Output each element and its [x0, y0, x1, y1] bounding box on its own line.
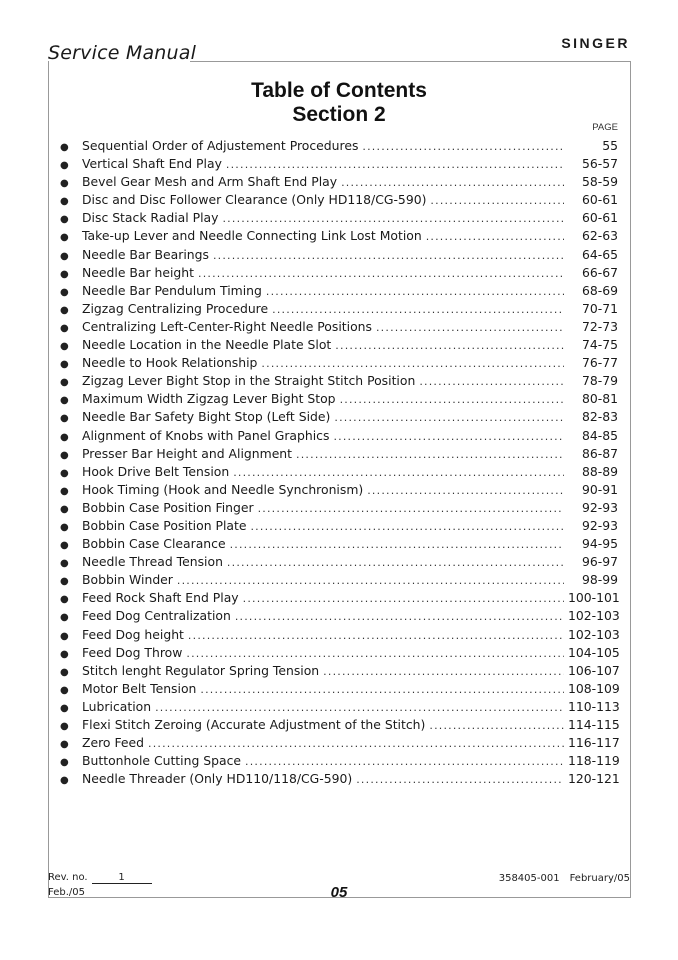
- toc-entry-label: Alignment of Knobs with Panel Graphics: [82, 427, 330, 443]
- toc-entry-pages: 94-95: [581, 536, 618, 552]
- toc-entry[interactable]: [60, 626, 618, 644]
- toc-entry[interactable]: [60, 571, 618, 589]
- dot-leader: [230, 536, 564, 554]
- toc-entry-pages: 86-87: [581, 445, 618, 461]
- dot-leader: [235, 608, 564, 626]
- toc-entry-pages: 110-113: [568, 698, 620, 714]
- revision-label: Rev. no.: [48, 872, 88, 883]
- dot-leader: [213, 247, 564, 265]
- toc-entry[interactable]: [60, 644, 618, 662]
- bullet-icon: ●: [60, 521, 69, 533]
- toc-entry-pages: 92-93: [581, 517, 618, 533]
- toc-entry-label: Disc and Disc Follower Clearance (Only HD118/CG-590): [82, 192, 427, 208]
- toc-entry-label: Bobbin Case Position Plate: [82, 517, 247, 533]
- dot-leader: [200, 681, 564, 699]
- toc-entry-label: Take-up Lever and Needle Connecting Link Lost Motion: [82, 228, 422, 244]
- toc-entry[interactable]: [60, 607, 618, 625]
- toc-entry-label: Zigzag Lever Bight Stop in the Straight Stitch Position: [82, 373, 416, 389]
- toc-entry[interactable]: [60, 227, 618, 245]
- toc-entry-pages: 80-81: [581, 391, 618, 407]
- toc-entry-pages: 114-115: [568, 717, 620, 732]
- dot-leader: [177, 572, 564, 590]
- toc-entry[interactable]: [60, 390, 618, 408]
- toc-heading: Table of Contents: [251, 79, 427, 102]
- toc-entry-pages: 96-97: [581, 554, 618, 570]
- bullet-icon: ●: [60, 684, 69, 696]
- toc-entry[interactable]: [60, 662, 618, 680]
- toc-entry-label: Hook Drive Belt Tension: [82, 463, 230, 479]
- toc-entry-label: Needle Bar height: [82, 264, 195, 280]
- toc-entry[interactable]: [60, 300, 618, 318]
- dot-leader: [198, 265, 564, 283]
- toc-list: [60, 137, 618, 788]
- document-date: February/05: [569, 873, 630, 884]
- toc-entry-label: Needle Bar Safety Bight Stop (Left Side): [82, 409, 331, 425]
- toc-entry-label: Needle Bar Pendulum Timing: [82, 282, 262, 298]
- toc-entry-label: Needle Bar Bearings: [82, 246, 209, 262]
- bullet-icon: ●: [60, 160, 69, 172]
- dot-leader: [356, 771, 564, 789]
- toc-entry[interactable]: [60, 535, 618, 553]
- bullet-icon: ●: [60, 594, 69, 606]
- toc-section-heading: Section 2: [292, 103, 386, 126]
- revision-number: 1: [92, 872, 152, 884]
- toc-entry-label: Bobbin Case Clearance: [82, 536, 226, 552]
- toc-entry-pages: 66-67: [581, 264, 618, 280]
- toc-entry-pages: 76-77: [581, 355, 618, 371]
- dot-leader: [186, 645, 564, 663]
- toc-entry[interactable]: [60, 155, 618, 173]
- toc-entry-pages: 90-91: [581, 481, 618, 497]
- brand-logo: SINGER: [561, 35, 630, 51]
- toc-entry-label: Feed Dog Throw: [82, 644, 183, 660]
- toc-entry-pages: 70-71: [581, 300, 618, 316]
- bullet-icon: ●: [60, 431, 69, 443]
- toc-entry-label: Vertical Shaft End Play: [82, 156, 222, 172]
- toc-entry-label: Bobbin Winder: [82, 572, 173, 588]
- toc-entry-pages: 78-79: [581, 373, 618, 389]
- dot-leader: [334, 409, 564, 427]
- dot-leader: [341, 174, 564, 192]
- toc-entry-pages: 118-119: [568, 753, 620, 769]
- toc-entry-label: Maximum Width Zigzag Lever Bight Stop: [82, 391, 336, 407]
- dot-leader: [419, 373, 564, 391]
- dot-leader: [226, 156, 564, 174]
- toc-entry[interactable]: [60, 137, 618, 155]
- toc-entry-pages: 102-103: [568, 608, 620, 624]
- toc-entry[interactable]: [60, 354, 618, 372]
- dot-leader: [333, 428, 564, 446]
- dot-leader: [233, 464, 564, 482]
- toc-entry-label: Needle Thread Tension: [82, 554, 223, 570]
- toc-entry[interactable]: [60, 463, 618, 481]
- bullet-icon: ●: [60, 540, 69, 552]
- bullet-icon: ●: [60, 449, 69, 461]
- toc-entry-pages: 106-107: [568, 662, 620, 678]
- bullet-icon: ●: [60, 322, 69, 334]
- toc-entry-label: Flexi Stitch Zeroing (Accurate Adjustment of the Stitch): [82, 717, 426, 732]
- toc-entry-label: Presser Bar Height and Alignment: [82, 445, 293, 461]
- toc-entry-pages: 60-61: [581, 210, 618, 226]
- toc-entry[interactable]: [60, 336, 618, 354]
- toc-entry-label: Disc Stack Radial Play: [82, 210, 219, 226]
- toc-entry[interactable]: [60, 716, 618, 734]
- toc-entry-pages: 68-69: [581, 282, 618, 298]
- toc-entry[interactable]: [60, 734, 618, 752]
- document-title: Service Manual: [48, 42, 197, 64]
- toc-entry-pages: 116-117: [568, 735, 620, 751]
- dot-leader: [258, 500, 564, 518]
- toc-entry-label: Motor Belt Tension: [82, 680, 197, 696]
- toc-entry-label: Lubrication: [82, 698, 152, 714]
- dot-leader: [250, 518, 564, 536]
- dot-leader: [155, 699, 564, 717]
- dot-leader: [243, 590, 564, 608]
- dot-leader: [362, 138, 564, 156]
- toc-entry-pages: 100-101: [568, 590, 620, 606]
- toc-entry[interactable]: [60, 191, 618, 209]
- toc-entry[interactable]: [60, 680, 618, 698]
- bullet-icon: ●: [60, 503, 69, 515]
- toc-entry[interactable]: [60, 318, 618, 336]
- bullet-icon: ●: [60, 250, 69, 262]
- toc-entry[interactable]: [60, 372, 618, 390]
- dot-leader: [222, 210, 564, 228]
- toc-entry-label: Needle Threader (Only HD110/118/CG-590): [82, 771, 353, 787]
- toc-entry-label: Stitch lenght Regulator Spring Tension: [82, 662, 320, 678]
- dot-leader: [426, 228, 564, 246]
- toc-entry[interactable]: [60, 698, 618, 716]
- toc-entry-pages: 62-63: [581, 228, 618, 244]
- toc-entry-label: Zigzag Centralizing Procedure: [82, 300, 269, 316]
- bullet-icon: ●: [60, 359, 69, 371]
- page-column-label: PAGE: [592, 122, 618, 133]
- toc-entry-label: Sequential Order of Adjustement Procedures: [82, 138, 359, 153]
- bullet-icon: ●: [60, 377, 69, 389]
- toc-entry-label: Buttonhole Cutting Space: [82, 753, 242, 769]
- toc-entry-pages: 56-57: [581, 156, 618, 172]
- toc-entry[interactable]: [60, 499, 618, 517]
- dot-leader: [148, 735, 564, 753]
- document-reference: [489, 873, 630, 884]
- toc-entry-pages: 74-75: [581, 337, 618, 353]
- revision-date: Feb./05: [48, 887, 85, 898]
- toc-entry[interactable]: [60, 517, 618, 535]
- bullet-icon: ●: [60, 142, 69, 153]
- toc-entry-label: Bevel Gear Mesh and Arm Shaft End Play: [82, 174, 338, 190]
- dot-leader: [430, 192, 564, 210]
- dot-leader: [227, 554, 564, 572]
- dot-leader: [261, 355, 564, 373]
- toc-entry-label: Centralizing Left-Center-Right Needle Positions: [82, 318, 372, 334]
- revision-info: [48, 872, 152, 884]
- toc-entry-pages: 104-105: [568, 644, 620, 660]
- bullet-icon: ●: [60, 558, 69, 570]
- bullet-icon: ●: [60, 721, 69, 732]
- bullet-icon: ●: [60, 178, 69, 190]
- bullet-icon: ●: [60, 739, 69, 751]
- bullet-icon: ●: [60, 232, 69, 244]
- toc-entry[interactable]: [60, 752, 618, 770]
- toc-entry-pages: 82-83: [581, 409, 618, 425]
- dot-leader: [429, 717, 564, 735]
- dot-leader: [188, 627, 564, 645]
- toc-entry-pages: 92-93: [581, 499, 618, 515]
- toc-entry-label: Bobbin Case Position Finger: [82, 499, 254, 515]
- toc-entry-label: Feed Rock Shaft End Play: [82, 590, 239, 606]
- toc-entry-label: Feed Dog height: [82, 626, 184, 642]
- toc-entry[interactable]: [60, 246, 618, 264]
- toc-entry-pages: 120-121: [568, 771, 620, 787]
- bullet-icon: ●: [60, 304, 69, 316]
- toc-entry-label: Needle Location in the Needle Plate Slot: [82, 337, 332, 353]
- toc-entry-pages: 88-89: [581, 463, 618, 479]
- dot-leader: [335, 337, 564, 355]
- toc-entry[interactable]: [60, 209, 618, 227]
- toc-entry-pages: 64-65: [581, 246, 618, 262]
- toc-entry[interactable]: [60, 282, 618, 300]
- toc-entry-label: Feed Dog Centralization: [82, 608, 231, 624]
- toc-entry-label: Zero Feed: [82, 735, 145, 751]
- dot-leader: [323, 663, 564, 681]
- bullet-icon: ●: [60, 214, 69, 226]
- toc-entry-label: Needle to Hook Relationship: [82, 355, 258, 371]
- document-number: 358405-001: [498, 873, 560, 884]
- toc-entry-pages: 102-103: [568, 626, 620, 642]
- bullet-icon: ●: [60, 268, 69, 280]
- bullet-icon: ●: [60, 775, 69, 787]
- bullet-icon: ●: [60, 341, 69, 353]
- bullet-icon: ●: [60, 413, 69, 425]
- toc-entry-pages: 84-85: [581, 427, 618, 443]
- bullet-icon: ●: [60, 467, 69, 479]
- bullet-icon: ●: [60, 757, 69, 769]
- toc-entry[interactable]: [60, 445, 618, 463]
- toc-entry-pages: 72-73: [581, 318, 618, 334]
- toc-entry[interactable]: [60, 481, 618, 499]
- toc-entry-pages: 60-61: [581, 192, 618, 208]
- bullet-icon: ●: [60, 286, 69, 298]
- toc-entry[interactable]: [60, 770, 618, 788]
- bullet-icon: ●: [60, 485, 69, 497]
- dot-leader: [376, 319, 564, 337]
- bullet-icon: ●: [60, 576, 69, 588]
- bullet-icon: ●: [60, 630, 69, 642]
- toc-entry[interactable]: [60, 553, 618, 571]
- dot-leader: [266, 283, 564, 301]
- dot-leader: [367, 482, 564, 500]
- toc-entry-pages: 58-59: [581, 174, 618, 190]
- page-number: 05: [330, 884, 348, 901]
- toc-entry[interactable]: [60, 589, 618, 607]
- toc-entry[interactable]: [60, 264, 618, 282]
- bullet-icon: ●: [60, 395, 69, 407]
- toc-entry[interactable]: [60, 173, 618, 191]
- bullet-icon: ●: [60, 648, 69, 660]
- dot-leader: [296, 446, 564, 464]
- toc-entry[interactable]: [60, 427, 618, 445]
- toc-entry-pages: 108-109: [568, 680, 620, 696]
- toc-entry[interactable]: [60, 408, 618, 426]
- dot-leader: [272, 301, 564, 319]
- dot-leader: [245, 753, 564, 771]
- bullet-icon: ●: [60, 196, 69, 208]
- bullet-icon: ●: [60, 612, 69, 624]
- toc-entry-pages: 98-99: [581, 572, 618, 588]
- toc-entry-pages: 55: [602, 138, 618, 153]
- bullet-icon: ●: [60, 702, 69, 714]
- bullet-icon: ●: [60, 666, 69, 678]
- toc-entry-label: Hook Timing (Hook and Needle Synchronism): [82, 481, 364, 497]
- dot-leader: [340, 391, 564, 409]
